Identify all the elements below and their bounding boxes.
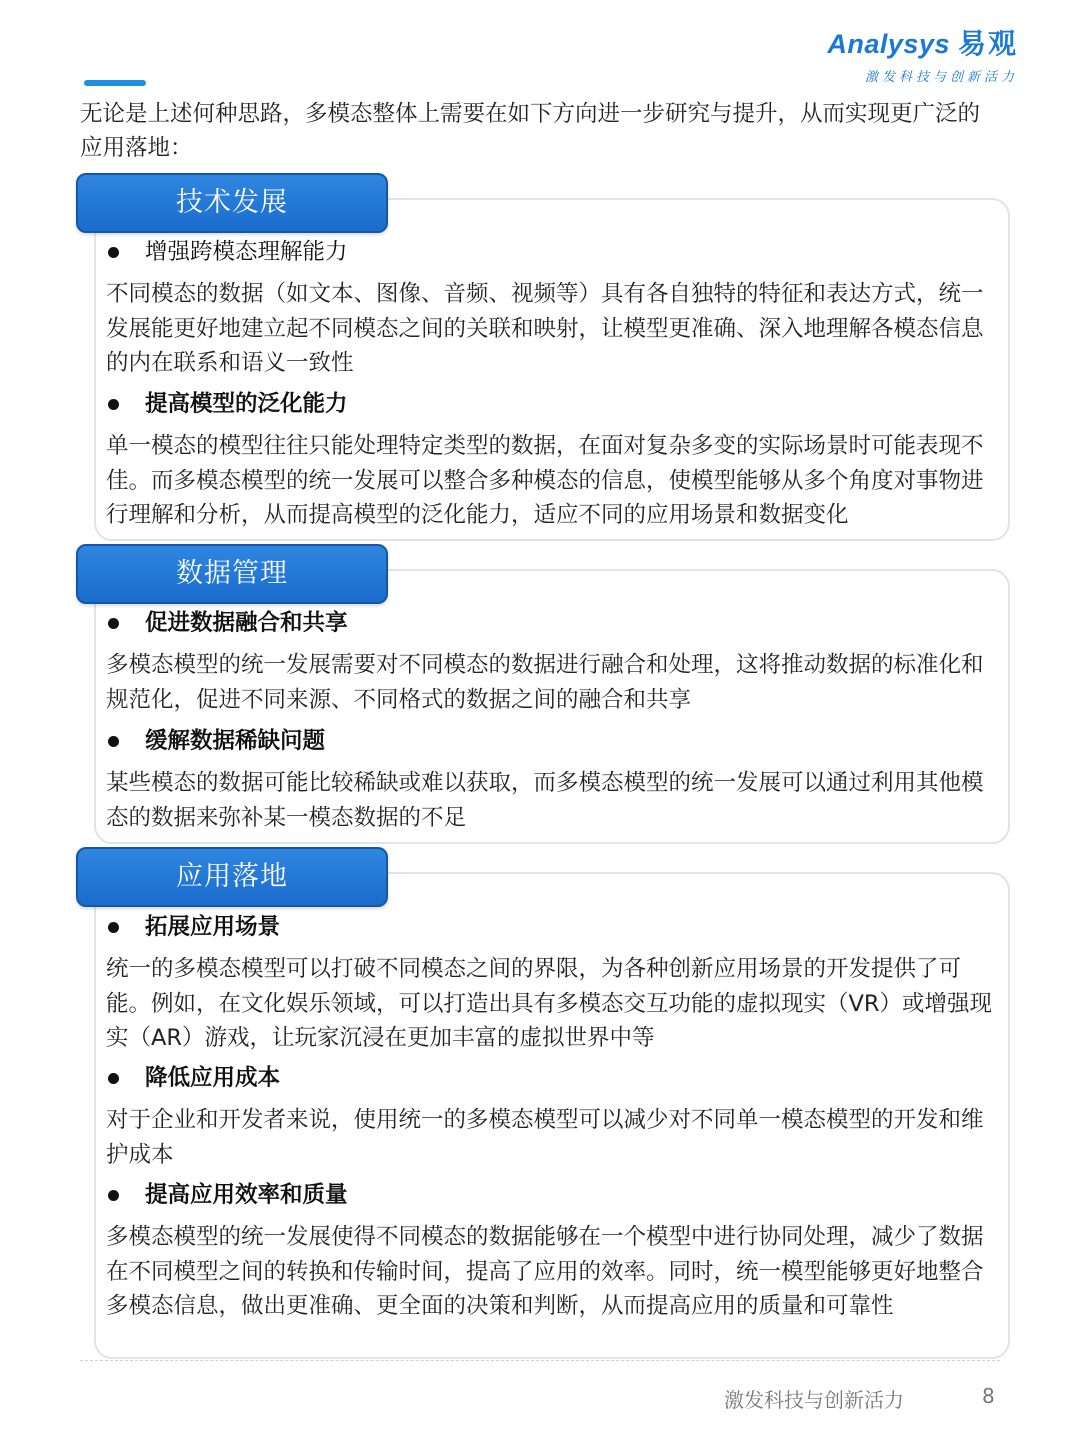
logo-chinese: 易观 [957, 27, 1018, 60]
item-heading-text: 促进数据融合和共享 [145, 610, 348, 636]
bullet-icon [108, 399, 119, 410]
bullet-icon [108, 247, 119, 258]
item-body: 对于企业和开发者来说，使用统一的多模态模型可以减少对不同单一模态模型的开发和维护成本 [106, 1107, 984, 1168]
section-tech-development [76, 173, 1010, 539]
page-number: 8 [982, 1384, 995, 1408]
section-title: 技术发展 [76, 173, 388, 233]
item-heading [108, 607, 348, 639]
section-title: 应用落地 [76, 847, 388, 907]
bullet-icon [108, 618, 119, 629]
item-body: 多模态模型的统一发展使得不同模态的数据能够在一个模型中进行协同处理，减少了数据在不同模型之间的转换和传输时间，提高了应用的效率。同时，统一模型能够更好地整合多模态信息，做出更准确、更全面的决策和判断，从而提高应用的质量和可靠性 [106, 1224, 984, 1319]
logo-wordmark: Analysys [827, 29, 950, 59]
item-body: 不同模态的数据（如文本、图像、音频、视频等）具有各自独特的特征和表达方式，统一发展能更好地建立起不同模态之间的关联和映射，让模型更准确、深入地理解各模态信息的内在联系和语义一致性 [106, 281, 984, 376]
item-heading [108, 1179, 348, 1211]
bullet-icon [108, 922, 119, 933]
intro-paragraph: 无论是上述何种思路，多模态整体上需要在如下方向进一步研究与提升，从而实现更广泛的应用落地： [80, 101, 981, 161]
item-heading [108, 911, 280, 943]
item-heading-text: 增强跨模态理解能力 [145, 239, 348, 265]
item-body: 某些模态的数据可能比较稀缺或难以获取，而多模态模型的统一发展可以通过利用其他模态的数据来弥补某一模态数据的不足 [106, 770, 984, 831]
bullet-icon [108, 1190, 119, 1201]
bullet-icon [108, 736, 119, 747]
item-heading-text: 降低应用成本 [145, 1065, 281, 1091]
item-heading [108, 388, 348, 420]
footer-slogan: 激发科技与创新活力 [724, 1388, 904, 1412]
section-application [76, 847, 1010, 1359]
item-body: 统一的多模态模型可以打破不同模态之间的界限，为各种创新应用场景的开发提供了可能。例如，在文化娱乐领域，可以打造出具有多模态交互功能的虚拟现实（VR）或增强现实（AR）游戏，让玩家沉浸在更加丰富的虚拟世界中等 [106, 956, 993, 1051]
item-heading [108, 1062, 280, 1094]
item-body: 多模态模型的统一发展需要对不同模态的数据进行融合和处理，这将推动数据的标准化和规范化，促进不同来源、不同格式的数据之间的融合和共享 [106, 652, 984, 713]
section-data-management [76, 544, 1010, 844]
logo-tagline: 激发科技与创新活力 [864, 70, 1018, 85]
bullet-icon [108, 1073, 119, 1084]
brand-logo [827, 22, 1018, 85]
item-heading-text: 提高模型的泛化能力 [145, 391, 348, 417]
item-heading-text: 提高应用效率和质量 [145, 1182, 348, 1208]
section-title: 数据管理 [76, 544, 388, 604]
accent-bar [84, 80, 146, 86]
item-heading-text: 缓解数据稀缺问题 [145, 728, 326, 754]
item-heading [108, 236, 348, 268]
item-heading [108, 725, 325, 757]
item-heading-text: 拓展应用场景 [145, 914, 281, 940]
item-body: 单一模态的模型往往只能处理特定类型的数据，在面对复杂多变的实际场景时可能表现不佳。而多模态模型的统一发展可以整合多种模态的信息，使模型能够从多个角度对事物进行理解和分析，从而提高模型的泛化能力，适应不同的应用场景和数据变化 [106, 433, 984, 528]
footer-divider [80, 1360, 1000, 1361]
